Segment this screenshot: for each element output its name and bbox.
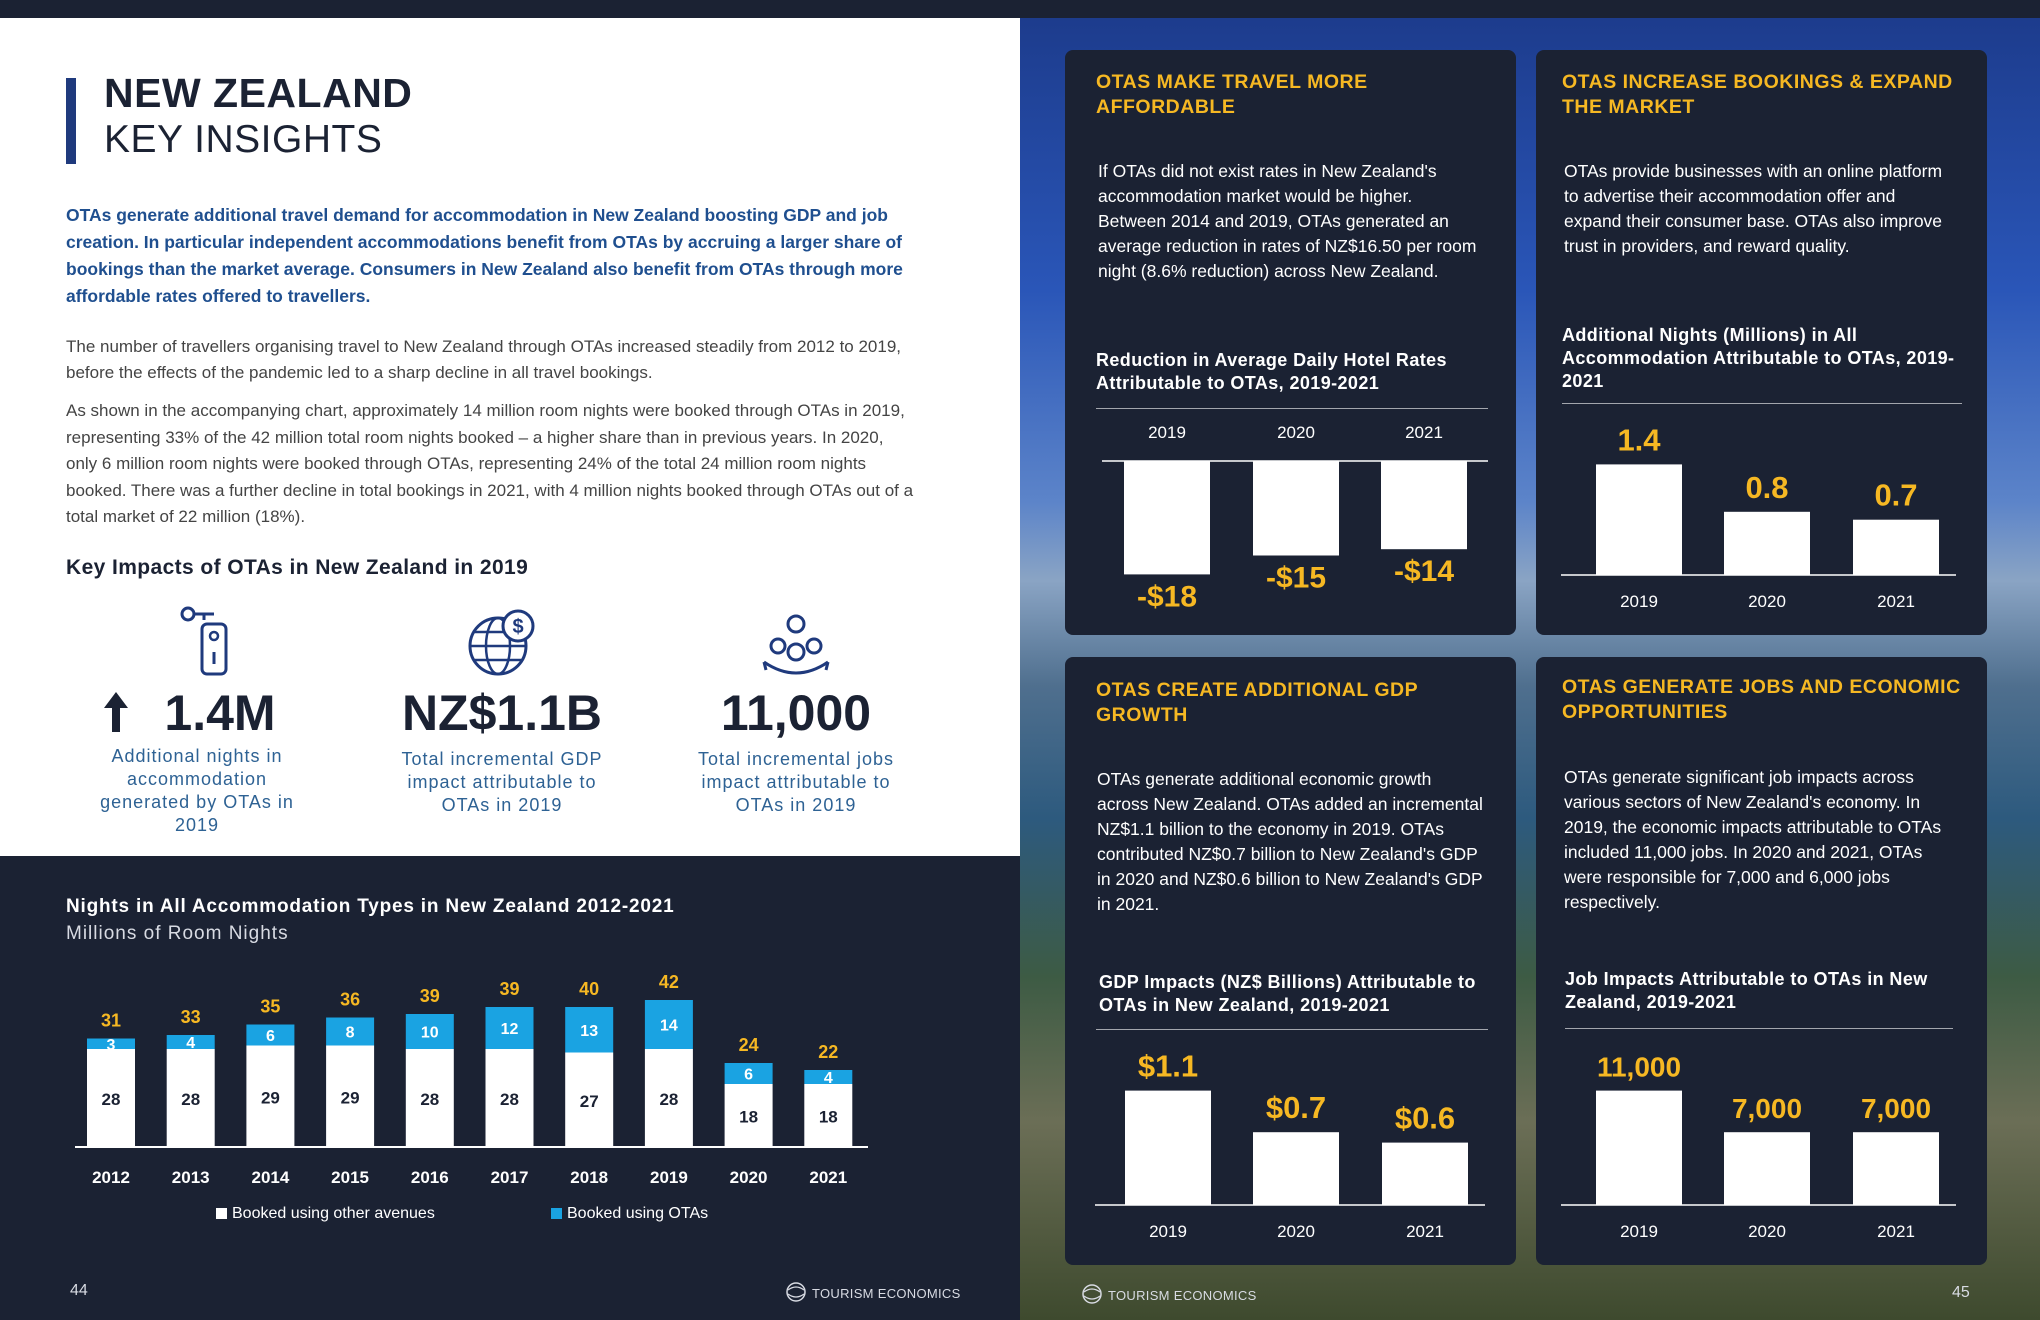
lead-paragraph: OTAs generate additional travel demand for accommodation in New Zealand boosting GDP and job creation. In particular independent accommodations benefit from OTAs by accruing a larger share of bookings than the market average. Consumers in New Zealand also benefit from OTAs through more affordable rates offered to travellers. [66, 205, 903, 306]
label-total-2013: 33 [180, 1007, 201, 1027]
panel-affordable-title: OTAS MAKE TRAVEL MORE AFFORDABLE [1096, 71, 1368, 118]
label-other-2014: 29 [260, 1088, 280, 1108]
label-ota-2013: 4 [186, 1035, 196, 1052]
panel-gdp-rule [1096, 1029, 1488, 1030]
tick-label-2016: 2016 [410, 1168, 449, 1187]
top-bar [0, 0, 2040, 18]
bar-2019 [1124, 461, 1210, 574]
bar-2020 [1253, 461, 1339, 556]
bar-2021 [1382, 1143, 1468, 1205]
label-other-2020: 18 [739, 1107, 759, 1127]
impact-stat-jobs: 11,000 [720, 685, 872, 741]
panel-jobs-text: OTAs generate significant job impacts across various sectors of New Zealand's economy. In 2019, the economic impacts attributable to OTAs included 11,000 jobs. In 2020 and 2021, OTAs were responsible for 7,000 and 6,000 jobs respectively. [1564, 767, 1942, 912]
label-total-2014: 35 [260, 996, 281, 1017]
brand-left: TOURISM ECONOMICS [812, 1286, 961, 1301]
label-ota-2012: 3 [106, 1036, 116, 1054]
panel-gdp-title: OTAS CREATE ADDITIONAL GDP GROWTH [1096, 679, 1418, 726]
bar-2020 [1724, 1132, 1810, 1205]
bar-2020 [1724, 512, 1810, 575]
bar-2019 [1125, 1091, 1211, 1205]
body-paragraph-1: The number of travellers organising travel to New Zealand through OTAs increased steadily from 2012 to 2019, before the effects of the pandemic led to a sharp decline in all travel bookings. [66, 337, 902, 382]
gdp-bar-chart [1065, 1035, 1516, 1260]
value-label-2019: -$18 [1136, 580, 1198, 614]
impacts-heading: Key Impacts of OTAs in New Zealand in 2019 [66, 556, 529, 579]
value-label-2020: -$15 [1265, 561, 1327, 595]
tick-label-2015: 2015 [331, 1168, 370, 1187]
body-paragraph-2: As shown in the accompanying chart, approximately 14 million room nights were booked through OTAs in 2019, representing 33% of the 42 million total room nights booked – a higher share than in previous years. In 2020, only 6 million room nights were booked through OTAs, representing 24% of the total 24 million room nights booked. There was a further decline in total bookings in 2021, with 4 million nights booked through OTAs out of a total market of 22 million (18%). [66, 401, 914, 526]
panel-jobs-chart-title: Job Impacts Attributable to OTAs in New Zealand, 2019-2021 [1565, 969, 1928, 1012]
label-total-2016: 39 [419, 986, 440, 1006]
value-label-2020: 7,000 [1731, 1093, 1803, 1125]
page-number-left: 44 [70, 1282, 88, 1299]
tick-label-2019: 2019 [1149, 1222, 1187, 1241]
panel-jobs-title: OTAS GENERATE JOBS AND ECONOMIC OPPORTUNITIES [1562, 676, 1961, 723]
bookings-bar-chart [1536, 410, 1987, 630]
chart-subtitle: Millions of Room Nights [66, 923, 289, 944]
page-number-right: 45 [1952, 1284, 1970, 1301]
panel-bookings-rule [1562, 403, 1962, 404]
bar-2019 [1596, 1091, 1682, 1205]
label-other-2012: 28 [101, 1090, 121, 1109]
tick-label-2020: 2020 [1277, 1222, 1315, 1241]
label-other-2016: 28 [420, 1090, 440, 1109]
value-label-2019: 1.4 [1617, 422, 1661, 458]
tourism-economics-logo-icon-right [1080, 1284, 1104, 1304]
label-ota-2016: 10 [420, 1024, 439, 1042]
tick-label-2020: 2020 [1748, 1222, 1786, 1241]
panel-affordable-chart-title: Reduction in Average Daily Hotel Rates Attributable to OTAs, 2019-2021 [1096, 350, 1447, 393]
label-total-2017: 39 [499, 979, 520, 999]
up-arrow-icon [100, 690, 132, 734]
tick-label-2019: 2019 [649, 1168, 688, 1187]
bar-2020 [1253, 1132, 1339, 1205]
tick-label-2019: 2019 [1620, 1222, 1658, 1241]
bar-2021 [1853, 520, 1939, 575]
tick-label-2014: 2014 [251, 1168, 290, 1187]
tick-label-2020: 2020 [729, 1168, 768, 1187]
people-network-icon [758, 610, 834, 680]
page-title: NEW ZEALAND [104, 70, 413, 116]
label-ota-2017: 12 [500, 1021, 519, 1038]
bar-2021 [1853, 1132, 1939, 1205]
tick-label-2021: 2021 [1406, 1222, 1444, 1241]
title-accent-bar [66, 78, 76, 164]
label-total-2019: 42 [658, 972, 679, 992]
label-total-2021: 22 [818, 1042, 839, 1062]
label-total-2015: 36 [340, 989, 361, 1010]
impact-caption-nights: Additional nights in accommodation generated by OTAs in 2019 [100, 746, 294, 835]
chart-title: Nights in All Accommodation Types in New Zealand 2012-2021 [66, 896, 675, 917]
impact-caption-jobs: Total incremental jobs impact attributable to OTAs in 2019 [697, 749, 895, 815]
value-label-2020: 0.8 [1745, 469, 1789, 505]
panel-jobs-rule [1565, 1028, 1953, 1029]
panel-bookings-title: OTAS INCREASE BOOKINGS & EXPAND THE MARKET [1562, 71, 1953, 118]
tick-label-2018: 2018 [570, 1168, 609, 1187]
bar-2021 [1381, 461, 1467, 549]
svg-text:$: $ [512, 616, 524, 638]
panel-affordable-rule [1096, 408, 1488, 409]
brand-right: TOURISM ECONOMICS [1108, 1288, 1257, 1303]
label-total-2020: 24 [738, 1035, 759, 1055]
bar-2019 [1596, 464, 1682, 575]
tick-label-2017: 2017 [490, 1168, 529, 1187]
label-other-2019: 28 [659, 1090, 679, 1109]
tick-label-2021: 2021 [1877, 1222, 1915, 1241]
value-label-2019: 11,000 [1596, 1051, 1682, 1083]
tick-label-2021: 2021 [1405, 423, 1443, 442]
tick-label-2013: 2013 [171, 1168, 210, 1187]
value-label-2021: -$14 [1393, 555, 1455, 589]
label-ota-2014: 6 [265, 1028, 275, 1045]
jobs-bar-chart [1536, 1035, 1987, 1260]
value-label-2021: 0.7 [1874, 477, 1918, 513]
tick-label-2019: 2019 [1148, 423, 1186, 442]
legend-label-ota: Booked using OTAs [567, 1205, 709, 1222]
page-subtitle: KEY INSIGHTS [104, 118, 383, 161]
value-label-2019: $1.1 [1137, 1048, 1199, 1084]
panel-gdp-chart-title: GDP Impacts (NZ$ Billions) Attributable to OTAs in New Zealand, 2019-2021 [1099, 972, 1476, 1015]
label-other-2017: 28 [500, 1090, 519, 1109]
value-label-2020: $0.7 [1265, 1090, 1327, 1126]
label-total-2018: 40 [579, 979, 600, 999]
label-ota-2018: 13 [580, 1022, 599, 1040]
label-other-2013: 28 [181, 1090, 201, 1109]
tick-label-2021: 2021 [1877, 592, 1915, 611]
tick-label-2020: 2020 [1277, 423, 1315, 442]
stacked-bar-chart [0, 960, 1020, 1240]
impact-stat-nights: 1.4M [164, 685, 276, 741]
legend-swatch-ota [551, 1208, 562, 1219]
panel-affordable-text: If OTAs did not exist rates in New Zealand's accommodation market would be higher. Between 2014 and 2019, OTAs generated an average reduction in rates of NZ$16.50 per room night (8.6% reduction) across New Zealand. [1098, 161, 1477, 281]
hotel-key-icon [174, 602, 238, 678]
globe-dollar-icon [468, 608, 538, 678]
label-other-2018: 27 [579, 1091, 599, 1111]
label-ota-2021: 4 [823, 1070, 833, 1087]
label-ota-2019: 14 [660, 1017, 678, 1035]
label-total-2012: 31 [100, 1010, 122, 1031]
tick-label-2019: 2019 [1620, 592, 1658, 611]
value-label-2021: 7,000 [1860, 1093, 1932, 1125]
panel-gdp-text: OTAs generate additional economic growth across New Zealand. OTAs added an incremental NZ$1.1 billion to the economy in 2019. OTAs contributed NZ$0.7 billion to New Zealand's GDP in 2020 and NZ$0.6 billion to New Zealand's GDP in 2021. [1097, 769, 1483, 914]
label-ota-2015: 8 [345, 1024, 355, 1042]
panel-bookings-chart-title: Additional Nights (Millions) in All Accommodation Attributable to OTAs, 2019-2021 [1562, 325, 1955, 391]
label-ota-2020: 6 [744, 1066, 754, 1084]
tourism-economics-logo-icon [784, 1282, 808, 1302]
impact-caption-gdp: Total incremental GDP impact attributable to OTAs in 2019 [401, 749, 603, 815]
affordable-bar-chart [1065, 410, 1516, 630]
label-other-2015: 29 [340, 1088, 360, 1108]
legend-swatch-other [216, 1208, 227, 1219]
tick-label-2012: 2012 [92, 1168, 130, 1187]
impact-stat-gdp: NZ$1.1B [401, 685, 603, 741]
tick-label-2020: 2020 [1748, 592, 1786, 611]
legend-label-other: Booked using other avenues [232, 1205, 435, 1222]
label-other-2021: 18 [818, 1107, 838, 1127]
panel-bookings-text: OTAs provide businesses with an online platform to advertise their accommodation offer and expand their consumer base. OTAs also improve trust in providers, and reward quality. [1564, 161, 1943, 256]
value-label-2021: $0.6 [1394, 1100, 1456, 1136]
tick-label-2021: 2021 [809, 1168, 848, 1187]
